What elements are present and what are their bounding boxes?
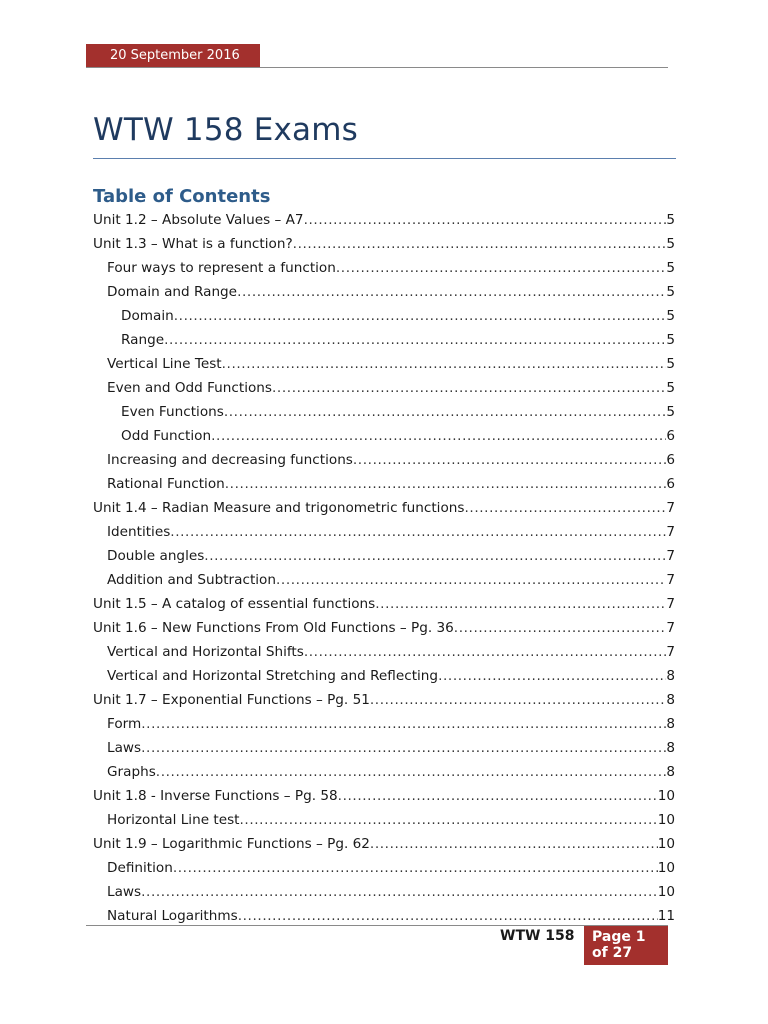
toc-entry-page: 7 bbox=[666, 596, 675, 612]
toc-entry-label: Unit 1.8 - Inverse Functions – Pg. 58 bbox=[93, 788, 338, 804]
toc-entry[interactable] bbox=[93, 424, 675, 448]
toc-entry-label: Horizontal Line test bbox=[107, 812, 240, 828]
toc-entry[interactable] bbox=[93, 568, 675, 592]
toc-dot-leader bbox=[222, 352, 667, 376]
toc-entry-page: 10 bbox=[657, 812, 675, 828]
toc-entry-page: 7 bbox=[666, 524, 675, 540]
toc-entry-page: 8 bbox=[666, 668, 675, 684]
toc-dot-leader bbox=[338, 784, 658, 808]
toc-dot-leader bbox=[141, 736, 666, 760]
toc-entry-label: Domain bbox=[121, 308, 174, 324]
toc-entry-label: Double angles bbox=[107, 548, 205, 564]
toc-entry[interactable] bbox=[93, 208, 675, 232]
toc-entry-label: Addition and Subtraction bbox=[107, 572, 276, 588]
toc-dot-leader bbox=[276, 568, 666, 592]
toc-entry-page: 10 bbox=[657, 860, 675, 876]
toc-dot-leader bbox=[141, 880, 658, 904]
toc-dot-leader bbox=[237, 280, 666, 304]
toc-entry[interactable] bbox=[93, 856, 675, 880]
toc-entry-label: Vertical Line Test bbox=[107, 356, 222, 372]
header-rule bbox=[86, 67, 668, 68]
toc-entry[interactable] bbox=[93, 880, 675, 904]
toc-entry-label: Unit 1.3 – What is a function? bbox=[93, 236, 293, 252]
header-date-tab bbox=[86, 44, 260, 67]
toc-entry[interactable] bbox=[93, 448, 675, 472]
toc-dot-leader bbox=[304, 208, 667, 232]
toc-entry-page: 5 bbox=[666, 212, 675, 228]
table-of-contents bbox=[93, 208, 675, 928]
toc-entry-page: 10 bbox=[657, 884, 675, 900]
toc-entry-page: 5 bbox=[666, 284, 675, 300]
toc-entry[interactable] bbox=[93, 328, 675, 352]
toc-entry-page: 7 bbox=[666, 572, 675, 588]
footer-rule bbox=[86, 925, 668, 926]
toc-dot-leader bbox=[225, 472, 667, 496]
toc-entry-label: Form bbox=[107, 716, 142, 732]
toc-dot-leader bbox=[336, 256, 666, 280]
toc-entry-label: Unit 1.6 – New Functions From Old Functions – Pg. 36 bbox=[93, 620, 454, 636]
toc-entry-label: Range bbox=[121, 332, 165, 348]
toc-dot-leader bbox=[174, 304, 667, 328]
page-number-line-1: Page 1 bbox=[592, 929, 646, 945]
toc-dot-leader bbox=[293, 232, 667, 256]
toc-entry[interactable] bbox=[93, 664, 675, 688]
toc-entry-label: Unit 1.9 – Logarithmic Functions – Pg. 62 bbox=[93, 836, 370, 852]
toc-entry-page: 6 bbox=[666, 428, 675, 444]
toc-dot-leader bbox=[272, 376, 666, 400]
toc-entry[interactable] bbox=[93, 760, 675, 784]
document-title: WTW 158 Exams bbox=[93, 112, 358, 148]
toc-entry-page: 8 bbox=[666, 740, 675, 756]
toc-entry[interactable] bbox=[93, 688, 675, 712]
toc-entry-label: Even and Odd Functions bbox=[107, 380, 273, 396]
toc-entry-label: Identities bbox=[107, 524, 171, 540]
toc-entry[interactable] bbox=[93, 592, 675, 616]
toc-entry-page: 5 bbox=[666, 332, 675, 348]
toc-entry-label: Rational Function bbox=[107, 476, 225, 492]
toc-dot-leader bbox=[304, 640, 667, 664]
toc-entry[interactable] bbox=[93, 280, 675, 304]
toc-entry-label: Vertical and Horizontal Shifts bbox=[107, 644, 304, 660]
toc-dot-leader bbox=[353, 448, 666, 472]
toc-entry[interactable] bbox=[93, 832, 675, 856]
toc-dot-leader bbox=[211, 424, 666, 448]
toc-entry-page: 6 bbox=[666, 476, 675, 492]
toc-entry[interactable] bbox=[93, 736, 675, 760]
toc-entry[interactable] bbox=[93, 232, 675, 256]
toc-entry-label: Even Functions bbox=[121, 404, 224, 420]
toc-entry-label: Unit 1.2 – Absolute Values – A7 bbox=[93, 212, 304, 228]
toc-entry-page: 7 bbox=[666, 620, 675, 636]
toc-entry[interactable] bbox=[93, 544, 675, 568]
toc-entry-label: Natural Logarithms bbox=[107, 908, 238, 924]
toc-dot-leader bbox=[156, 760, 667, 784]
toc-dot-leader bbox=[375, 592, 666, 616]
toc-entry[interactable] bbox=[93, 400, 675, 424]
toc-dot-leader bbox=[438, 664, 666, 688]
footer-page-number-box bbox=[584, 926, 668, 965]
toc-entry[interactable] bbox=[93, 304, 675, 328]
toc-entry-label: Vertical and Horizontal Stretching and Reflecting bbox=[107, 668, 439, 684]
toc-entry-label: Unit 1.5 – A catalog of essential functions bbox=[93, 596, 376, 612]
toc-dot-leader bbox=[204, 544, 666, 568]
toc-entry[interactable] bbox=[93, 640, 675, 664]
toc-entry[interactable] bbox=[93, 712, 675, 736]
toc-entry[interactable] bbox=[93, 616, 675, 640]
toc-entry-page: 6 bbox=[666, 452, 675, 468]
toc-dot-leader bbox=[224, 400, 667, 424]
toc-entry-page: 7 bbox=[666, 548, 675, 564]
toc-entry-label: Unit 1.7 – Exponential Functions – Pg. 51 bbox=[93, 692, 370, 708]
toc-entry[interactable] bbox=[93, 352, 675, 376]
toc-dot-leader bbox=[141, 712, 666, 736]
toc-dot-leader bbox=[164, 328, 666, 352]
toc-entry-page: 5 bbox=[666, 356, 675, 372]
toc-entry-page: 11 bbox=[657, 908, 675, 924]
toc-entry-page: 5 bbox=[666, 404, 675, 420]
toc-entry-label: Unit 1.4 – Radian Measure and trigonometric functions bbox=[93, 500, 465, 516]
footer-course-code: WTW 158 bbox=[500, 928, 575, 944]
toc-entry[interactable] bbox=[93, 808, 675, 832]
toc-entry-label: Laws bbox=[107, 884, 142, 900]
toc-entry-page: 5 bbox=[666, 308, 675, 324]
toc-entry-page: 8 bbox=[666, 692, 675, 708]
toc-dot-leader bbox=[454, 616, 667, 640]
toc-dot-leader bbox=[170, 520, 666, 544]
toc-entry-page: 5 bbox=[666, 236, 675, 252]
toc-entry-label: Graphs bbox=[107, 764, 156, 780]
toc-heading: Table of Contents bbox=[93, 186, 271, 207]
toc-entry[interactable] bbox=[93, 256, 675, 280]
toc-dot-leader bbox=[240, 808, 658, 832]
toc-entry-page: 8 bbox=[666, 716, 675, 732]
toc-entry[interactable] bbox=[93, 496, 675, 520]
page-number-line-2: of 27 bbox=[592, 945, 633, 961]
toc-dot-leader bbox=[464, 496, 666, 520]
toc-entry[interactable] bbox=[93, 376, 675, 400]
toc-entry-page: 7 bbox=[666, 500, 675, 516]
toc-dot-leader bbox=[370, 688, 666, 712]
toc-entry-page: 5 bbox=[666, 380, 675, 396]
toc-entry-page: 10 bbox=[657, 788, 675, 804]
toc-dot-leader bbox=[173, 856, 658, 880]
toc-entry[interactable] bbox=[93, 472, 675, 496]
title-underline bbox=[93, 158, 676, 159]
toc-entry-label: Increasing and decreasing functions bbox=[107, 452, 353, 468]
toc-entry-label: Laws bbox=[107, 740, 142, 756]
toc-entry-page: 10 bbox=[657, 836, 675, 852]
toc-entry-label: Four ways to represent a function bbox=[107, 260, 336, 276]
toc-entry[interactable] bbox=[93, 784, 675, 808]
toc-dot-leader bbox=[370, 832, 658, 856]
toc-entry-label: Odd Function bbox=[121, 428, 212, 444]
toc-entry-page: 7 bbox=[666, 644, 675, 660]
toc-entry-label: Domain and Range bbox=[107, 284, 238, 300]
toc-entry-label: Definition bbox=[107, 860, 173, 876]
header-date: 20 September 2016 bbox=[110, 48, 240, 63]
toc-entry[interactable] bbox=[93, 520, 675, 544]
toc-entry-page: 5 bbox=[666, 260, 675, 276]
toc-entry-page: 8 bbox=[666, 764, 675, 780]
